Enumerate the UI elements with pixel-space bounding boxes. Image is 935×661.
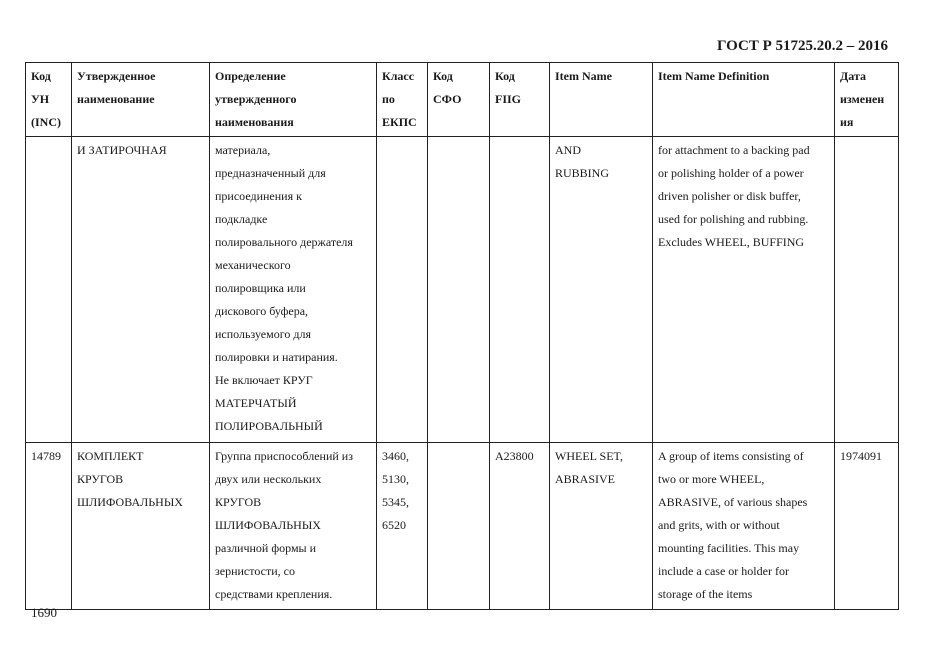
cell-ekps-class: 3460, 5130, 5345, 6520: [377, 443, 428, 610]
table-row: [26, 443, 899, 610]
cell-change-date: 1974091: [835, 443, 899, 610]
col-header-definition: Определение утвержденного наименования: [210, 63, 377, 137]
cell-sfo: [428, 137, 490, 443]
col-header-sfo: Код СФО: [428, 63, 490, 137]
page-number: 1690: [31, 605, 57, 620]
col-header-inc: Код УН (INC): [26, 63, 72, 137]
col-header-approved-name: Утвержденное наименование: [72, 63, 210, 137]
cell-approved-name: КОМПЛЕКТ КРУГОВ ШЛИФОВАЛЬНЫХ: [72, 443, 210, 610]
cell-approved-name: И ЗАТИРОЧНАЯ: [72, 137, 210, 443]
document-code: ГОСТ Р 51725.20.2 – 2016: [716, 38, 888, 54]
table-header-row: [26, 63, 899, 137]
cell-fiig: A23800: [490, 443, 550, 610]
cell-inc: [26, 137, 72, 443]
cell-item-definition: for attachment to a backing pad or polishing holder of a power driven polisher or disk buffer, used for polishing and rubbing. Excludes WHEEL, BUFFING: [653, 137, 835, 443]
col-header-fiig: Код FIIG: [490, 63, 550, 137]
col-header-item-definition: Item Name Definition: [653, 63, 835, 137]
cell-ekps-class: [377, 137, 428, 443]
catalog-table: [25, 62, 899, 610]
cell-item-name: AND RUBBING: [550, 137, 653, 443]
col-header-ekps-class: Класс по ЕКПС: [377, 63, 428, 137]
col-header-item-name: Item Name: [550, 63, 653, 137]
cell-item-definition: A group of items consisting of two or more WHEEL, ABRASIVE, of various shapes and grits, with or without mounting facilities. This may include a case or holder for storage of the items: [653, 443, 835, 610]
cell-fiig: [490, 137, 550, 443]
cell-sfo: [428, 443, 490, 610]
cell-definition: Группа приспособлений из двух или нескольких КРУГОВ ШЛИФОВАЛЬНЫХ различной формы и зернистости, со средствами крепления.: [210, 443, 377, 610]
table-row: [26, 137, 899, 443]
cell-definition: материала, предназначенный для присоединения к подкладке полировального держателя механического полировщика или дискового буфера, используемого для полировки и натирания. Не включает КРУГ МАТЕРЧАТЫЙ ПОЛИРОВАЛЬНЫЙ: [210, 137, 377, 443]
cell-inc: 14789: [26, 443, 72, 610]
cell-item-name: WHEEL SET, ABRASIVE: [550, 443, 653, 610]
cell-change-date: [835, 137, 899, 443]
col-header-change-date: Дата изменен ия: [835, 63, 899, 137]
